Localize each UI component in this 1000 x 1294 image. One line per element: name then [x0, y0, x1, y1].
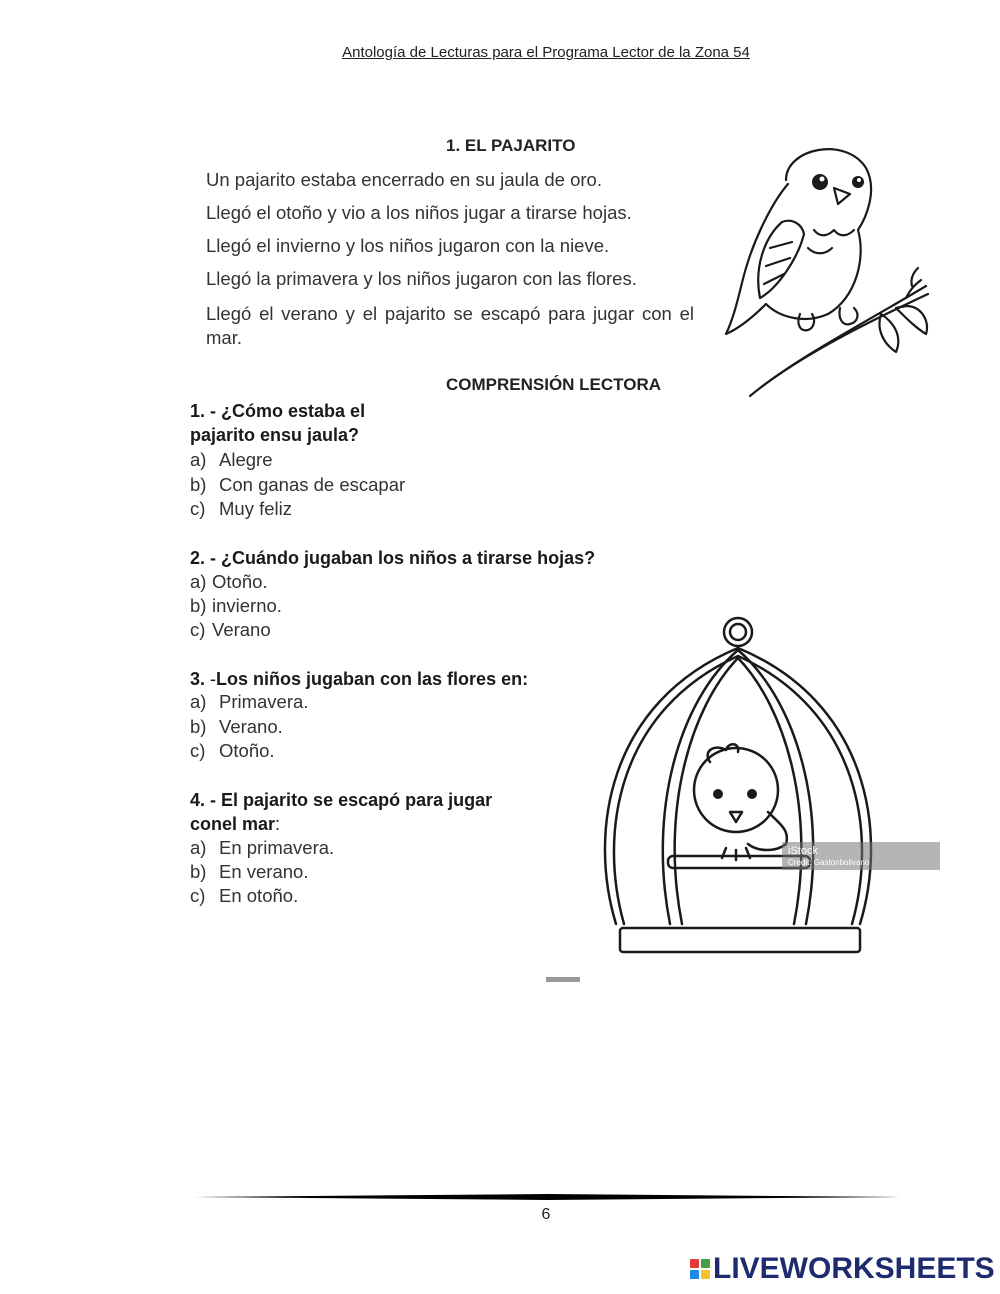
option[interactable] — [190, 884, 298, 908]
story-line: Llegó la primavera y los niños jugaron con las flores. — [206, 268, 637, 289]
comprehension-title: COMPRENSIÓN LECTORA — [446, 375, 662, 394]
story-title: 1. EL PAJARITO — [446, 136, 576, 155]
option-text: invierno. — [212, 595, 282, 616]
document-header: Antología de Lecturas para el Programa Lector de la Zona 54 — [342, 44, 750, 61]
question-2 — [190, 546, 595, 570]
story-line: Llegó el otoño y vio a los niños jugar a tirarse hojas. — [206, 202, 632, 223]
question-number: 2. - — [190, 548, 217, 568]
watermark-credit: Credit: Gastonbolivano — [788, 858, 870, 867]
option-letter: c) — [190, 619, 206, 640]
option-letter: c) — [190, 740, 206, 761]
watermark-brand: iStock — [788, 845, 818, 857]
question-1-line2: pajarito ensu jaula? — [190, 425, 360, 445]
option[interactable] — [190, 860, 308, 884]
option[interactable] — [190, 739, 275, 763]
question-text: ¿Cuándo jugaban los niños a tirarse hojas? — [221, 548, 596, 568]
option-text: Verano. — [219, 716, 283, 737]
option[interactable] — [190, 570, 268, 594]
option[interactable] — [190, 715, 283, 739]
question-number: 4. - — [190, 790, 217, 810]
option-letter: b) — [190, 716, 207, 737]
option-text: Primavera. — [219, 691, 309, 712]
stock-watermark — [782, 842, 940, 870]
option[interactable] — [190, 594, 282, 618]
option-letter: a) — [190, 837, 207, 858]
question-number: 3. — [190, 669, 206, 689]
story-line: Llegó el verano y el pajarito se escapó para jugar con el mar. — [206, 303, 694, 348]
option-text: En verano. — [219, 861, 309, 882]
logo-grid-icon — [690, 1259, 710, 1279]
brand-text: LIVEWORKSHEETS — [713, 1252, 995, 1285]
option-letter: b) — [190, 861, 207, 882]
footer-rule — [194, 1192, 900, 1202]
option-text: Alegre — [219, 449, 273, 470]
story-line: Un pajarito estaba encerrado en su jaula de oro. — [206, 169, 602, 190]
option-letter: a) — [190, 449, 207, 470]
page-number: 6 — [541, 1206, 551, 1223]
question-dash: - — [210, 669, 217, 689]
question-4 — [190, 788, 492, 812]
question-text: Los niños jugaban con las flores en: — [216, 669, 529, 689]
small-stock-tag — [546, 977, 580, 982]
question-4-line2 — [190, 812, 280, 836]
option-letter: c) — [190, 885, 206, 906]
option[interactable] — [190, 497, 292, 521]
option-text: En primavera. — [219, 837, 335, 858]
question-text: El pajarito se escapó para jugar — [221, 790, 493, 810]
liveworksheets-logo — [690, 1252, 995, 1286]
option[interactable] — [190, 690, 308, 714]
option-text: Otoño. — [219, 740, 275, 761]
option[interactable] — [190, 448, 272, 472]
option-letter: b) — [190, 595, 207, 616]
option-text: Muy feliz — [219, 498, 292, 519]
option-text: Otoño. — [212, 571, 268, 592]
option[interactable] — [190, 618, 271, 642]
option-letter: a) — [190, 691, 207, 712]
option[interactable] — [190, 473, 405, 497]
option-text: En otoño. — [219, 885, 299, 906]
option-letter: c) — [190, 498, 206, 519]
question-number: 1. - — [190, 401, 217, 421]
bird-on-branch-illustration — [716, 138, 934, 402]
question-text: conel mar — [190, 814, 276, 834]
option[interactable] — [190, 836, 334, 860]
option-text: Con ganas de escapar — [219, 474, 406, 495]
option-letter: a) — [190, 571, 207, 592]
story-line: Llegó el invierno y los niños jugaron con la nieve. — [206, 235, 610, 256]
question-3 — [190, 667, 528, 691]
question-1 — [190, 399, 365, 423]
option-text: Verano — [212, 619, 271, 640]
birdcage-illustration — [598, 612, 888, 960]
question-colon: : — [275, 814, 281, 834]
option-letter: b) — [190, 474, 207, 495]
question-text: ¿Cómo estaba el — [221, 401, 366, 421]
